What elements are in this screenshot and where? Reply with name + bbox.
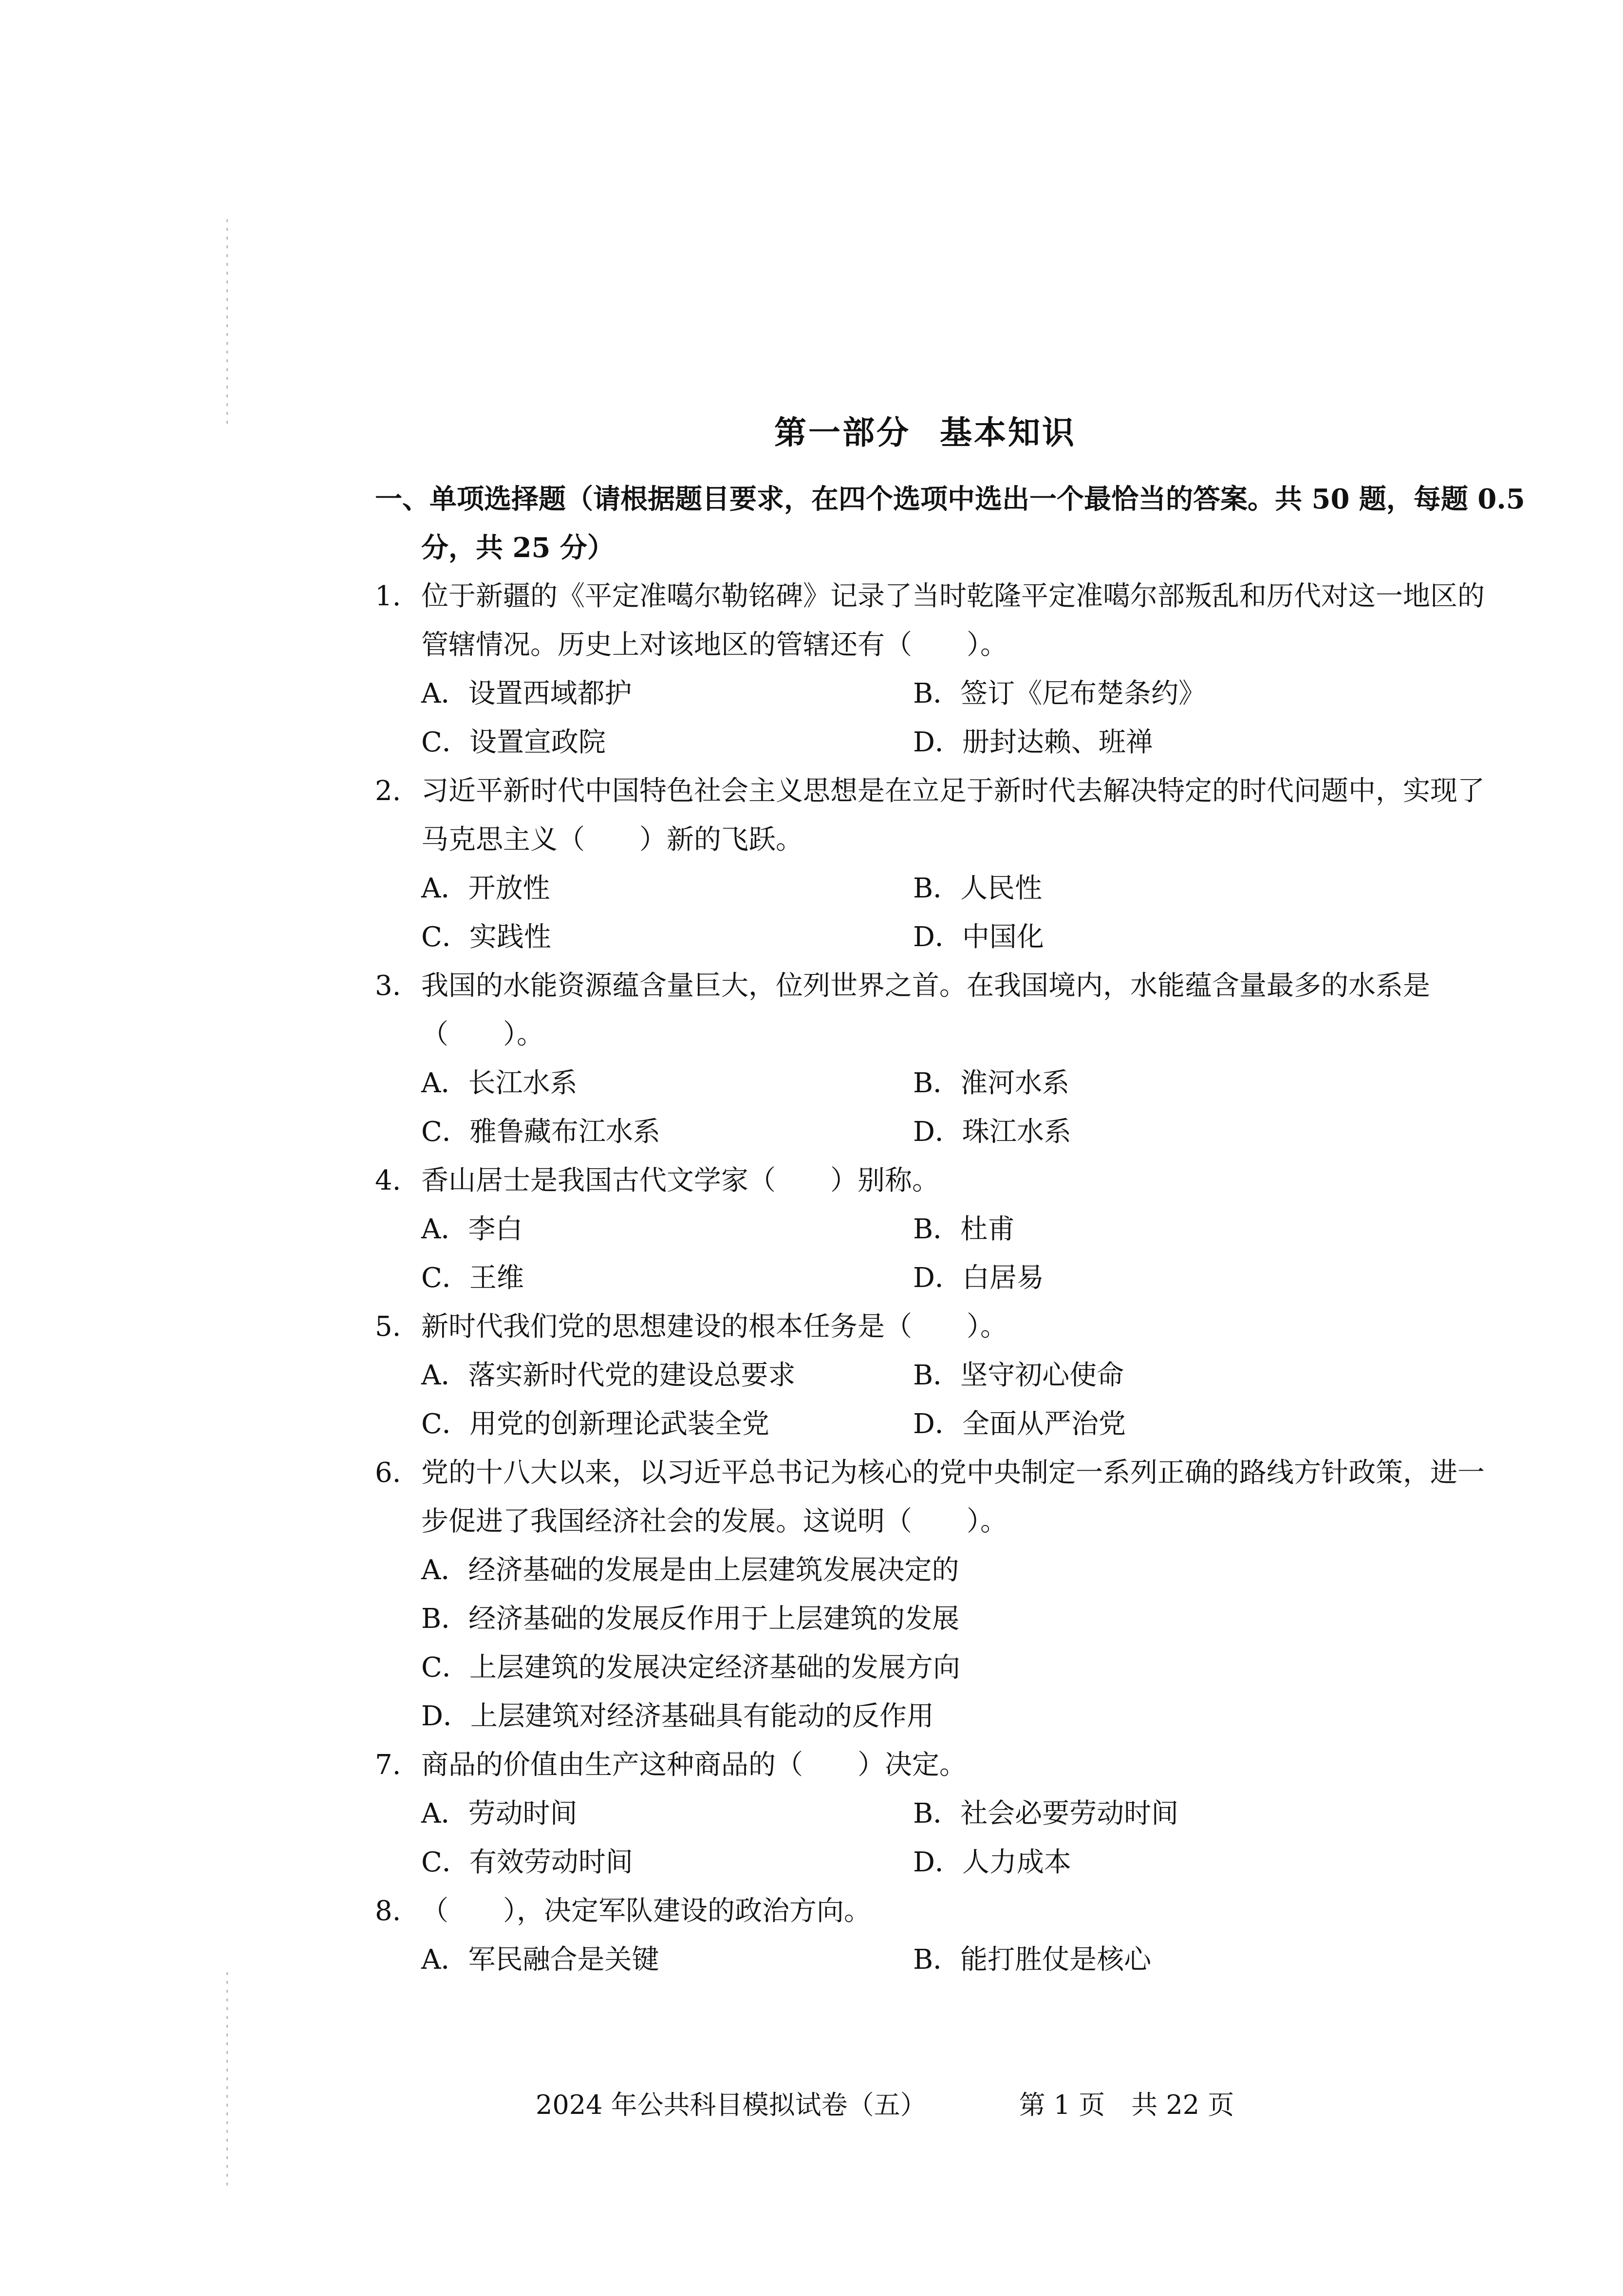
question-5 bbox=[375, 1303, 1495, 1449]
option-b: B．能打胜仗是核心 bbox=[913, 1944, 1152, 1976]
question-text: 新时代我们党的思想建设的根本任务是（ ）。 bbox=[421, 1311, 1007, 1343]
page-number: 第 1 页 共 22 页 bbox=[1019, 2090, 1234, 2120]
question-text: 我国的水能资源蕴含量巨大，位列世界之首。在我国境内，水能蕴含量最多的水系是 bbox=[421, 970, 1430, 1002]
page-footer bbox=[536, 2084, 1234, 2122]
scan-artifact bbox=[226, 219, 228, 424]
option-row bbox=[375, 913, 1495, 962]
question-3 bbox=[375, 962, 1495, 1157]
question-number: 7. bbox=[375, 1749, 401, 1781]
option-a: A．军民融合是关键 bbox=[421, 1944, 659, 1976]
option-row bbox=[375, 1254, 1495, 1303]
option-d: D．人力成本 bbox=[913, 1847, 1071, 1878]
question-number: 6. bbox=[375, 1457, 401, 1489]
option-d: D．中国化 bbox=[913, 921, 1044, 953]
question-text: 管辖情况。历史上对该地区的管辖还有（ ）。 bbox=[421, 629, 1007, 661]
option-a: A．长江水系 bbox=[421, 1067, 578, 1099]
question-stem-cont bbox=[375, 1010, 1495, 1059]
question-stem-cont bbox=[375, 1497, 1495, 1546]
option-row bbox=[375, 1108, 1495, 1157]
question-2 bbox=[375, 767, 1495, 962]
question-number: 1. bbox=[375, 580, 401, 612]
option-b: B．淮河水系 bbox=[913, 1067, 1070, 1099]
question-text: 香山居士是我国古代文学家（ ）别称。 bbox=[421, 1165, 939, 1196]
option-c: C．用党的创新理论武装全党 bbox=[421, 1408, 769, 1440]
option-d: D．上层建筑对经济基础具有能动的反作用 bbox=[421, 1700, 934, 1732]
question-stem bbox=[375, 1741, 1495, 1790]
question-stem-cont bbox=[375, 621, 1495, 670]
scan-artifact bbox=[226, 1972, 228, 2191]
part-title bbox=[0, 407, 1623, 453]
question-list bbox=[375, 572, 1495, 1984]
option-b: B．坚守初心使命 bbox=[913, 1360, 1124, 1391]
question-text: （ ），决定军队建设的政治方向。 bbox=[421, 1895, 871, 1927]
option-c: C．设置宣政院 bbox=[421, 727, 606, 758]
question-4 bbox=[375, 1157, 1495, 1303]
option-a: A．李白 bbox=[421, 1213, 523, 1245]
question-text: 步促进了我国经济社会的发展。这说明（ ）。 bbox=[421, 1506, 1007, 1537]
question-stem bbox=[375, 1449, 1495, 1497]
question-number: 4. bbox=[375, 1165, 401, 1196]
option-c: C．实践性 bbox=[421, 921, 551, 953]
question-stem bbox=[375, 1303, 1495, 1351]
option-row bbox=[375, 1351, 1495, 1400]
option-a: A．落实新时代党的建设总要求 bbox=[421, 1360, 796, 1391]
option-c: C．雅鲁藏布江水系 bbox=[421, 1116, 660, 1148]
option-c: C．有效劳动时间 bbox=[421, 1847, 633, 1878]
question-stem bbox=[375, 1887, 1495, 1936]
question-stem bbox=[375, 1157, 1495, 1205]
exam-title: 2024 年公共科目模拟试卷（五） bbox=[536, 2090, 927, 2120]
option-b: B．人民性 bbox=[913, 873, 1043, 904]
question-stem-cont bbox=[375, 816, 1495, 864]
section-heading: 一、单项选择题（请根据题目要求，在四个选项中选出一个最恰当的答案。共 50 题，每题 0.5 bbox=[375, 483, 1525, 515]
question-text: 商品的价值由生产这种商品的（ ）决定。 bbox=[421, 1749, 967, 1781]
option-b: B．经济基础的发展反作用于上层建筑的发展 bbox=[421, 1603, 960, 1635]
option-d: D．珠江水系 bbox=[913, 1116, 1071, 1148]
section-heading-cont: 分，共 25 分） bbox=[421, 532, 615, 564]
option-b: B．签订《尼布楚条约》 bbox=[913, 678, 1206, 709]
option-row bbox=[375, 718, 1495, 767]
part-title-name: 基本知识 bbox=[940, 413, 1076, 451]
question-number: 8. bbox=[375, 1895, 401, 1927]
option-b: B．杜甫 bbox=[913, 1213, 1015, 1245]
option-row bbox=[375, 864, 1495, 913]
option-a: A．劳动时间 bbox=[421, 1798, 578, 1829]
option-c: C．王维 bbox=[421, 1262, 524, 1294]
option-d: D．册封达赖、班禅 bbox=[913, 727, 1153, 758]
option-d: D．白居易 bbox=[913, 1262, 1044, 1294]
part-title-number: 第一部分 bbox=[774, 413, 911, 451]
question-text: 党的十八大以来，以习近平总书记为核心的党中央制定一系列正确的路线方针政策，进一 bbox=[421, 1457, 1485, 1489]
option-d: D．全面从严治党 bbox=[913, 1408, 1126, 1440]
question-number: 2. bbox=[375, 775, 401, 807]
option-row bbox=[375, 1790, 1495, 1838]
question-stem bbox=[375, 767, 1495, 816]
question-text: 马克思主义（ ）新的飞跃。 bbox=[421, 824, 803, 856]
question-1 bbox=[375, 572, 1495, 767]
option-row bbox=[375, 1400, 1495, 1449]
option-row bbox=[375, 1205, 1495, 1254]
question-text: （ ）。 bbox=[421, 1019, 544, 1050]
option-a: A．经济基础的发展是由上层建筑发展决定的 bbox=[421, 1554, 959, 1586]
question-stem bbox=[375, 962, 1495, 1010]
question-8 bbox=[375, 1887, 1495, 1984]
question-7 bbox=[375, 1741, 1495, 1887]
option-row bbox=[375, 1936, 1495, 1984]
option-row bbox=[375, 670, 1495, 718]
question-text: 习近平新时代中国特色社会主义思想是在立足于新时代去解决特定的时代问题中，实现了 bbox=[421, 775, 1485, 807]
option-row bbox=[375, 1838, 1495, 1887]
question-number: 3. bbox=[375, 970, 401, 1002]
option-b: B．社会必要劳动时间 bbox=[913, 1798, 1179, 1829]
option-row bbox=[375, 1059, 1495, 1108]
exam-content bbox=[375, 475, 1525, 1984]
question-number: 5. bbox=[375, 1311, 401, 1343]
option-a: A．开放性 bbox=[421, 873, 550, 904]
question-6 bbox=[375, 1449, 1495, 1741]
question-stem bbox=[375, 572, 1495, 621]
option-a: A．设置西域都护 bbox=[421, 678, 632, 709]
question-text: 位于新疆的《平定准噶尔勒铭碑》记录了当时乾隆平定准噶尔部叛乱和历代对这一地区的 bbox=[421, 580, 1485, 612]
option-c: C．上层建筑的发展决定经济基础的发展方向 bbox=[421, 1652, 960, 1683]
